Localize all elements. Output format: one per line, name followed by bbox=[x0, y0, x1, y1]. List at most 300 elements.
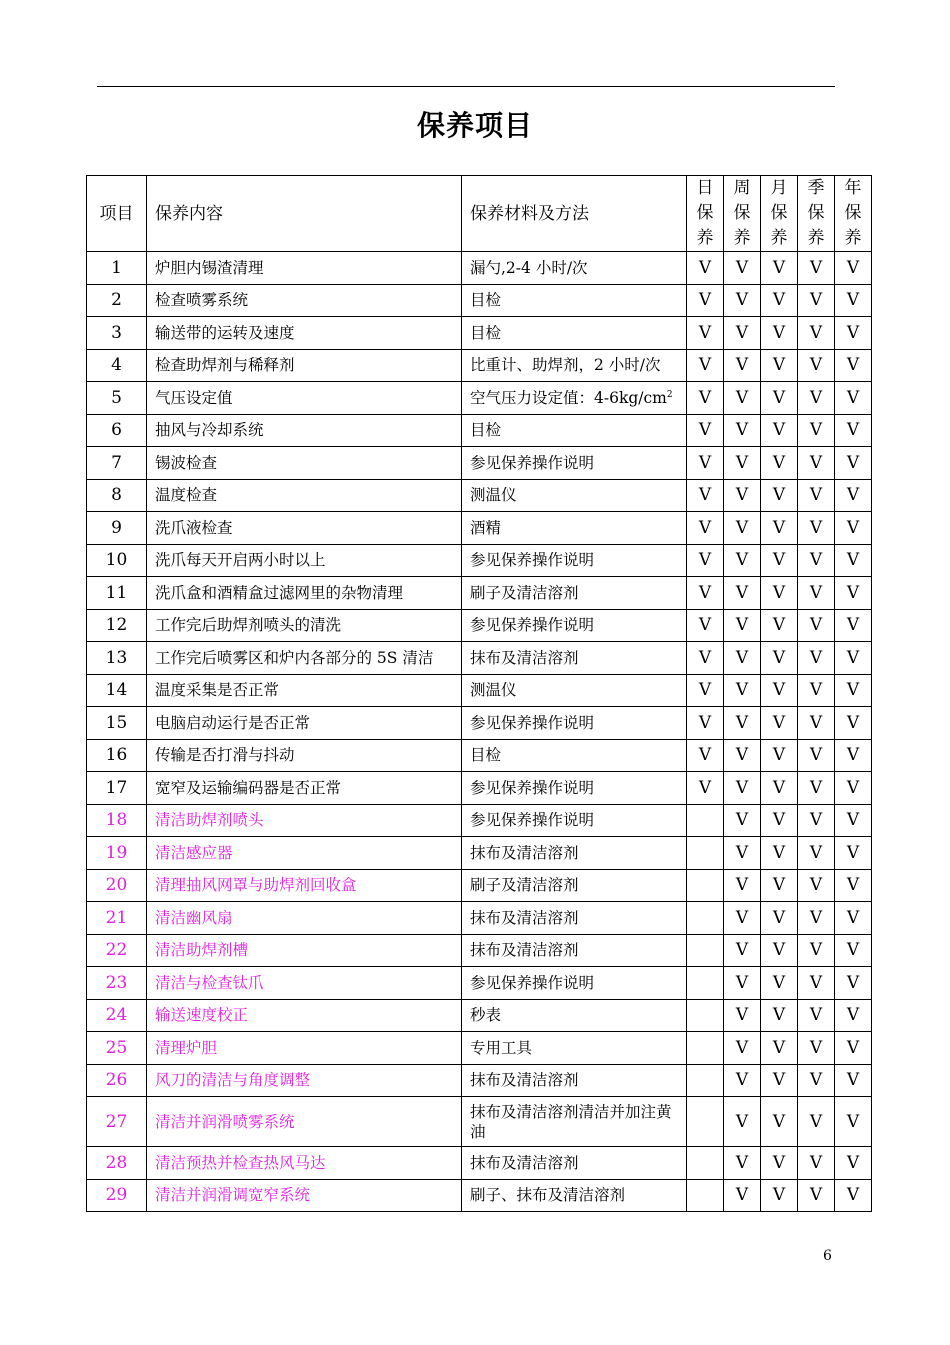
table-row bbox=[87, 1179, 872, 1212]
check-daily bbox=[687, 934, 724, 967]
table-row bbox=[87, 447, 872, 480]
check-weekly: V bbox=[724, 674, 761, 707]
row-method bbox=[462, 317, 687, 350]
header-daily bbox=[687, 176, 724, 252]
check-weekly: V bbox=[724, 1032, 761, 1065]
check-quarterly: V bbox=[798, 869, 835, 902]
table-row bbox=[87, 804, 872, 837]
check-monthly: V bbox=[761, 772, 798, 805]
table-row bbox=[87, 1097, 872, 1147]
check-monthly: V bbox=[761, 967, 798, 1000]
row-method bbox=[462, 609, 687, 642]
check-yearly: V bbox=[835, 414, 872, 447]
row-content: 清洁并润滑调宽窄系统 bbox=[147, 1179, 462, 1212]
header-yearly bbox=[835, 176, 872, 252]
check-monthly: V bbox=[761, 999, 798, 1032]
table-row bbox=[87, 999, 872, 1032]
check-daily: V bbox=[687, 447, 724, 480]
check-quarterly: V bbox=[798, 577, 835, 610]
check-yearly: V bbox=[835, 674, 872, 707]
page-number: 6 bbox=[823, 1248, 832, 1264]
check-yearly: V bbox=[835, 707, 872, 740]
header-weekly-text: 周 保 养 bbox=[733, 178, 751, 248]
header-monthly bbox=[761, 176, 798, 252]
check-weekly: V bbox=[724, 382, 761, 415]
check-yearly: V bbox=[835, 1032, 872, 1065]
check-daily: V bbox=[687, 349, 724, 382]
row-method-text: 专用工具 bbox=[470, 1038, 533, 1057]
check-quarterly: V bbox=[798, 739, 835, 772]
row-number: 20 bbox=[87, 869, 147, 902]
check-weekly: V bbox=[724, 284, 761, 317]
check-daily bbox=[687, 999, 724, 1032]
row-number: 17 bbox=[87, 772, 147, 805]
table-row bbox=[87, 902, 872, 935]
row-method bbox=[462, 902, 687, 935]
row-method bbox=[462, 739, 687, 772]
row-number: 13 bbox=[87, 642, 147, 675]
row-method-text: 参见保养操作说明 bbox=[470, 713, 595, 732]
check-yearly: V bbox=[835, 999, 872, 1032]
row-method bbox=[462, 512, 687, 545]
row-method-text: 参见保养操作说明 bbox=[470, 811, 595, 830]
row-method bbox=[462, 479, 687, 512]
row-content: 气压设定值 bbox=[147, 382, 462, 415]
row-method bbox=[462, 1032, 687, 1065]
check-weekly: V bbox=[724, 1179, 761, 1212]
row-method-text: 刷子、抹布及清洁溶剂 bbox=[470, 1186, 626, 1205]
row-content: 温度检查 bbox=[147, 479, 462, 512]
row-method bbox=[462, 252, 687, 285]
check-yearly: V bbox=[835, 804, 872, 837]
check-daily: V bbox=[687, 512, 724, 545]
row-content: 清理抽风网罩与助焊剂回收盒 bbox=[147, 869, 462, 902]
row-number: 22 bbox=[87, 934, 147, 967]
check-daily bbox=[687, 1147, 724, 1180]
check-weekly: V bbox=[724, 252, 761, 285]
row-method-text: 抹布及清洁溶剂 bbox=[470, 648, 579, 667]
row-method bbox=[462, 382, 687, 415]
check-quarterly: V bbox=[798, 1097, 835, 1147]
check-yearly: V bbox=[835, 772, 872, 805]
check-yearly: V bbox=[835, 382, 872, 415]
check-quarterly: V bbox=[798, 837, 835, 870]
row-number: 10 bbox=[87, 544, 147, 577]
header-method: 保养材料及方法 bbox=[462, 176, 687, 252]
row-number: 5 bbox=[87, 382, 147, 415]
check-daily bbox=[687, 804, 724, 837]
check-weekly: V bbox=[724, 739, 761, 772]
row-number: 2 bbox=[87, 284, 147, 317]
check-monthly: V bbox=[761, 1179, 798, 1212]
check-weekly: V bbox=[724, 512, 761, 545]
row-method bbox=[462, 1147, 687, 1180]
check-weekly: V bbox=[724, 414, 761, 447]
check-weekly: V bbox=[724, 317, 761, 350]
row-method bbox=[462, 1064, 687, 1097]
check-yearly: V bbox=[835, 512, 872, 545]
check-daily: V bbox=[687, 414, 724, 447]
check-weekly: V bbox=[724, 1064, 761, 1097]
row-content: 洗爪液检查 bbox=[147, 512, 462, 545]
row-method bbox=[462, 349, 687, 382]
row-method-text: 抹布及清洁溶剂 bbox=[470, 908, 579, 927]
check-quarterly: V bbox=[798, 479, 835, 512]
row-number: 18 bbox=[87, 804, 147, 837]
check-daily: V bbox=[687, 382, 724, 415]
row-content: 温度采集是否正常 bbox=[147, 674, 462, 707]
table-row bbox=[87, 1032, 872, 1065]
table-row bbox=[87, 869, 872, 902]
check-daily bbox=[687, 967, 724, 1000]
check-weekly: V bbox=[724, 479, 761, 512]
row-method-text: 酒精 bbox=[470, 518, 502, 537]
check-monthly: V bbox=[761, 349, 798, 382]
table-row bbox=[87, 1147, 872, 1180]
check-monthly: V bbox=[761, 707, 798, 740]
check-weekly: V bbox=[724, 609, 761, 642]
check-quarterly: V bbox=[798, 772, 835, 805]
check-weekly: V bbox=[724, 869, 761, 902]
row-number: 27 bbox=[87, 1097, 147, 1147]
check-yearly: V bbox=[835, 1064, 872, 1097]
row-number: 7 bbox=[87, 447, 147, 480]
table-row bbox=[87, 349, 872, 382]
check-yearly: V bbox=[835, 252, 872, 285]
row-number: 28 bbox=[87, 1147, 147, 1180]
check-quarterly: V bbox=[798, 382, 835, 415]
row-method-text: 参见保养操作说明 bbox=[470, 778, 595, 797]
check-yearly: V bbox=[835, 317, 872, 350]
row-method-text: 秒表 bbox=[470, 1006, 502, 1025]
check-yearly: V bbox=[835, 284, 872, 317]
unit-superscript: 2 bbox=[666, 389, 673, 400]
row-method bbox=[462, 967, 687, 1000]
row-method-text: 抹布及清洁溶剂 bbox=[470, 1071, 579, 1090]
row-method-text: 参见保养操作说明 bbox=[470, 453, 595, 472]
row-method-text: 目检 bbox=[470, 746, 502, 765]
row-number: 29 bbox=[87, 1179, 147, 1212]
check-monthly: V bbox=[761, 447, 798, 480]
row-content: 清洁预热并检查热风马达 bbox=[147, 1147, 462, 1180]
check-yearly: V bbox=[835, 967, 872, 1000]
check-monthly: V bbox=[761, 1032, 798, 1065]
row-method-text: 参见保养操作说明 bbox=[470, 551, 595, 570]
check-weekly: V bbox=[724, 1147, 761, 1180]
row-method-text: 测温仪 bbox=[470, 681, 517, 700]
check-yearly: V bbox=[835, 1179, 872, 1212]
row-method bbox=[462, 999, 687, 1032]
table-row bbox=[87, 772, 872, 805]
check-yearly: V bbox=[835, 1147, 872, 1180]
check-weekly: V bbox=[724, 772, 761, 805]
row-method-text: 刷子及清洁溶剂 bbox=[470, 876, 579, 895]
table-row bbox=[87, 382, 872, 415]
check-weekly: V bbox=[724, 349, 761, 382]
row-content: 输送带的运转及速度 bbox=[147, 317, 462, 350]
row-method-text: 参见保养操作说明 bbox=[470, 973, 595, 992]
row-method-text: 抹布及清洁溶剂 bbox=[470, 843, 579, 862]
check-monthly: V bbox=[761, 512, 798, 545]
row-method bbox=[462, 837, 687, 870]
check-monthly: V bbox=[761, 317, 798, 350]
check-quarterly: V bbox=[798, 1179, 835, 1212]
row-content: 电脑启动运行是否正常 bbox=[147, 707, 462, 740]
row-method-text: 目检 bbox=[470, 291, 502, 310]
header-yearly-text: 年 保 养 bbox=[844, 178, 862, 248]
row-method bbox=[462, 707, 687, 740]
table-row bbox=[87, 284, 872, 317]
row-content: 炉胆内锡渣清理 bbox=[147, 252, 462, 285]
row-number: 19 bbox=[87, 837, 147, 870]
row-number: 9 bbox=[87, 512, 147, 545]
row-method bbox=[462, 1097, 687, 1147]
check-yearly: V bbox=[835, 934, 872, 967]
table-header-row bbox=[87, 176, 872, 252]
row-content: 抽风与冷却系统 bbox=[147, 414, 462, 447]
maintenance-table bbox=[86, 175, 872, 1212]
check-weekly: V bbox=[724, 577, 761, 610]
row-content: 锡波检查 bbox=[147, 447, 462, 480]
row-method bbox=[462, 1179, 687, 1212]
check-quarterly: V bbox=[798, 902, 835, 935]
row-number: 6 bbox=[87, 414, 147, 447]
check-yearly: V bbox=[835, 837, 872, 870]
check-monthly: V bbox=[761, 902, 798, 935]
check-monthly: V bbox=[761, 609, 798, 642]
check-yearly: V bbox=[835, 642, 872, 675]
check-daily: V bbox=[687, 317, 724, 350]
header-monthly-text: 月 保 养 bbox=[770, 178, 788, 248]
check-quarterly: V bbox=[798, 609, 835, 642]
header-daily-text: 日 保 养 bbox=[696, 178, 714, 248]
check-quarterly: V bbox=[798, 252, 835, 285]
check-weekly: V bbox=[724, 707, 761, 740]
row-number: 24 bbox=[87, 999, 147, 1032]
row-number: 15 bbox=[87, 707, 147, 740]
check-monthly: V bbox=[761, 1097, 798, 1147]
check-monthly: V bbox=[761, 674, 798, 707]
row-method-text: 抹布及清洁溶剂清洁并加注黄油 bbox=[470, 1102, 672, 1141]
header-quarterly bbox=[798, 176, 835, 252]
check-daily: V bbox=[687, 674, 724, 707]
check-yearly: V bbox=[835, 544, 872, 577]
check-yearly: V bbox=[835, 869, 872, 902]
table-row bbox=[87, 642, 872, 675]
check-daily bbox=[687, 869, 724, 902]
table-row bbox=[87, 609, 872, 642]
row-number: 21 bbox=[87, 902, 147, 935]
check-quarterly: V bbox=[798, 1147, 835, 1180]
check-weekly: V bbox=[724, 837, 761, 870]
check-quarterly: V bbox=[798, 642, 835, 675]
header-rule bbox=[97, 86, 835, 87]
check-daily: V bbox=[687, 577, 724, 610]
row-method-text: 漏勺,2-4 小时/次 bbox=[470, 258, 588, 277]
check-yearly: V bbox=[835, 902, 872, 935]
row-number: 4 bbox=[87, 349, 147, 382]
check-quarterly: V bbox=[798, 284, 835, 317]
check-yearly: V bbox=[835, 739, 872, 772]
row-content: 清洁幽风扇 bbox=[147, 902, 462, 935]
check-quarterly: V bbox=[798, 934, 835, 967]
row-method-text: 刷子及清洁溶剂 bbox=[470, 583, 579, 602]
check-daily bbox=[687, 1032, 724, 1065]
check-monthly: V bbox=[761, 1064, 798, 1097]
check-daily: V bbox=[687, 479, 724, 512]
table-row bbox=[87, 479, 872, 512]
row-number: 3 bbox=[87, 317, 147, 350]
row-content: 检查助焊剂与稀释剂 bbox=[147, 349, 462, 382]
row-content: 工作完后助焊剂喷头的清洗 bbox=[147, 609, 462, 642]
row-method-text: 空气压力设定值：4-6kg/cm bbox=[470, 388, 667, 407]
check-quarterly: V bbox=[798, 967, 835, 1000]
row-number: 14 bbox=[87, 674, 147, 707]
check-weekly: V bbox=[724, 934, 761, 967]
row-method-text: 目检 bbox=[470, 323, 502, 342]
check-quarterly: V bbox=[798, 317, 835, 350]
check-daily bbox=[687, 1097, 724, 1147]
row-content: 输送速度校正 bbox=[147, 999, 462, 1032]
row-number: 16 bbox=[87, 739, 147, 772]
check-yearly: V bbox=[835, 349, 872, 382]
check-quarterly: V bbox=[798, 804, 835, 837]
check-monthly: V bbox=[761, 837, 798, 870]
header-content: 保养内容 bbox=[147, 176, 462, 252]
check-monthly: V bbox=[761, 284, 798, 317]
table-row bbox=[87, 967, 872, 1000]
row-method-text: 比重计、助焊剂，2 小时/次 bbox=[470, 356, 661, 375]
check-monthly: V bbox=[761, 382, 798, 415]
row-method-text: 测温仪 bbox=[470, 486, 517, 505]
check-monthly: V bbox=[761, 479, 798, 512]
check-quarterly: V bbox=[798, 512, 835, 545]
row-number: 23 bbox=[87, 967, 147, 1000]
row-method bbox=[462, 869, 687, 902]
row-method bbox=[462, 544, 687, 577]
check-quarterly: V bbox=[798, 999, 835, 1032]
row-content: 清理炉胆 bbox=[147, 1032, 462, 1065]
check-daily: V bbox=[687, 707, 724, 740]
check-daily: V bbox=[687, 544, 724, 577]
header-item-no: 项目 bbox=[87, 176, 147, 252]
table-row bbox=[87, 837, 872, 870]
check-weekly: V bbox=[724, 804, 761, 837]
check-quarterly: V bbox=[798, 1064, 835, 1097]
table-row bbox=[87, 934, 872, 967]
check-weekly: V bbox=[724, 447, 761, 480]
check-weekly: V bbox=[724, 902, 761, 935]
check-yearly: V bbox=[835, 447, 872, 480]
row-method bbox=[462, 804, 687, 837]
check-quarterly: V bbox=[798, 707, 835, 740]
row-method bbox=[462, 772, 687, 805]
check-monthly: V bbox=[761, 544, 798, 577]
check-yearly: V bbox=[835, 577, 872, 610]
row-content: 工作完后喷雾区和炉内各部分的 5S 清洁 bbox=[147, 642, 462, 675]
row-content: 检查喷雾系统 bbox=[147, 284, 462, 317]
row-method bbox=[462, 414, 687, 447]
check-quarterly: V bbox=[798, 674, 835, 707]
check-daily bbox=[687, 1179, 724, 1212]
check-daily bbox=[687, 902, 724, 935]
check-weekly: V bbox=[724, 1097, 761, 1147]
row-method bbox=[462, 934, 687, 967]
table-row bbox=[87, 414, 872, 447]
check-monthly: V bbox=[761, 804, 798, 837]
check-daily: V bbox=[687, 284, 724, 317]
row-content: 传输是否打滑与抖动 bbox=[147, 739, 462, 772]
check-yearly: V bbox=[835, 609, 872, 642]
page-title: 保养项目 bbox=[416, 109, 533, 142]
header-quarterly-text: 季 保 养 bbox=[807, 178, 825, 248]
check-monthly: V bbox=[761, 739, 798, 772]
table-row bbox=[87, 317, 872, 350]
row-number: 1 bbox=[87, 252, 147, 285]
row-content: 清洁助焊剂槽 bbox=[147, 934, 462, 967]
check-monthly: V bbox=[761, 252, 798, 285]
check-monthly: V bbox=[761, 642, 798, 675]
check-monthly: V bbox=[761, 934, 798, 967]
check-yearly: V bbox=[835, 479, 872, 512]
table-row bbox=[87, 544, 872, 577]
table-row bbox=[87, 512, 872, 545]
row-content: 洗爪盒和酒精盒过滤网里的杂物清理 bbox=[147, 577, 462, 610]
row-number: 11 bbox=[87, 577, 147, 610]
check-monthly: V bbox=[761, 869, 798, 902]
row-method-text: 抹布及清洁溶剂 bbox=[470, 941, 579, 960]
check-quarterly: V bbox=[798, 414, 835, 447]
row-number: 26 bbox=[87, 1064, 147, 1097]
check-monthly: V bbox=[761, 414, 798, 447]
row-number: 25 bbox=[87, 1032, 147, 1065]
row-number: 8 bbox=[87, 479, 147, 512]
row-number: 12 bbox=[87, 609, 147, 642]
table-row bbox=[87, 252, 872, 285]
row-content: 清洁并润滑喷雾系统 bbox=[147, 1097, 462, 1147]
check-monthly: V bbox=[761, 1147, 798, 1180]
row-content: 洗爪每天开启两小时以上 bbox=[147, 544, 462, 577]
table-row bbox=[87, 1064, 872, 1097]
check-daily: V bbox=[687, 772, 724, 805]
table-row bbox=[87, 674, 872, 707]
header-weekly bbox=[724, 176, 761, 252]
check-quarterly: V bbox=[798, 1032, 835, 1065]
check-weekly: V bbox=[724, 642, 761, 675]
row-method bbox=[462, 674, 687, 707]
check-yearly: V bbox=[835, 1097, 872, 1147]
row-method-text: 目检 bbox=[470, 421, 502, 440]
row-content: 清洁助焊剂喷头 bbox=[147, 804, 462, 837]
row-content: 清洁感应器 bbox=[147, 837, 462, 870]
table-row bbox=[87, 577, 872, 610]
row-content: 风刀的清洁与角度调整 bbox=[147, 1064, 462, 1097]
row-content: 宽窄及运输编码器是否正常 bbox=[147, 772, 462, 805]
row-method bbox=[462, 642, 687, 675]
check-daily bbox=[687, 837, 724, 870]
row-method bbox=[462, 447, 687, 480]
check-quarterly: V bbox=[798, 544, 835, 577]
row-method-text: 抹布及清洁溶剂 bbox=[470, 1153, 579, 1172]
check-daily bbox=[687, 1064, 724, 1097]
check-quarterly: V bbox=[798, 349, 835, 382]
check-weekly: V bbox=[724, 544, 761, 577]
check-daily: V bbox=[687, 252, 724, 285]
row-method bbox=[462, 284, 687, 317]
check-weekly: V bbox=[724, 999, 761, 1032]
check-weekly: V bbox=[724, 967, 761, 1000]
check-daily: V bbox=[687, 642, 724, 675]
